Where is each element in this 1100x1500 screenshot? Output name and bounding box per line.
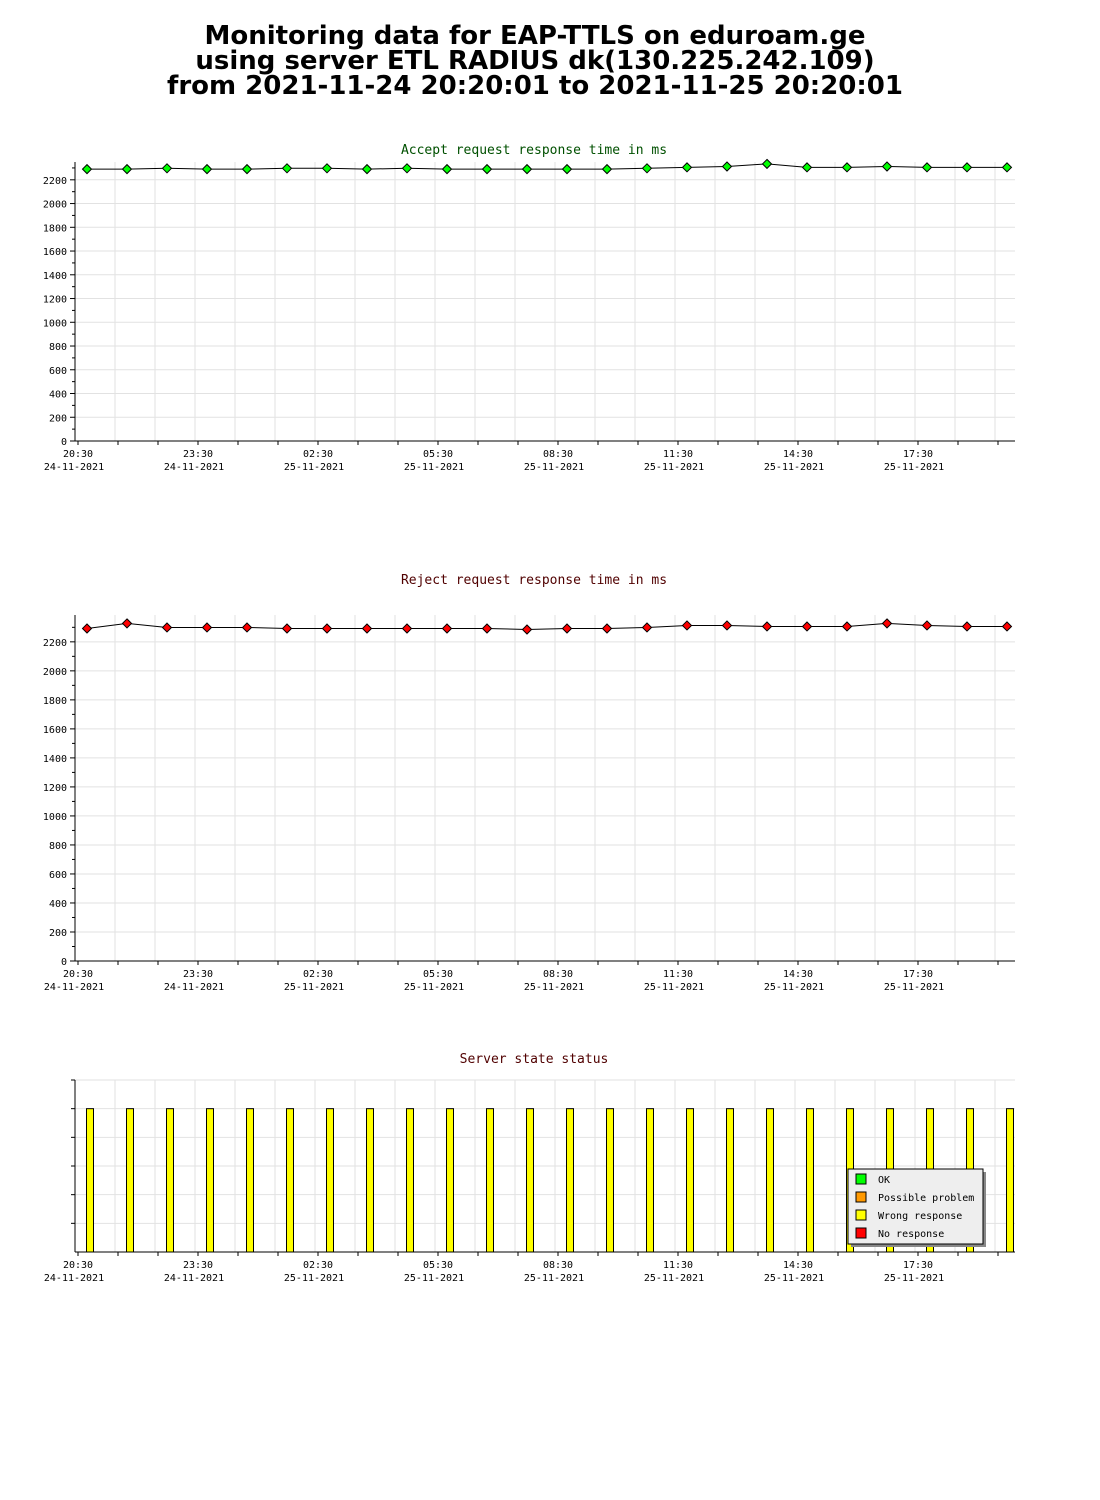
- y-tick-label: 1000: [42, 318, 67, 330]
- x-tick-label-date: 25-11-2021: [643, 982, 705, 993]
- x-tick-label-date: 25-11-2021: [523, 982, 585, 993]
- x-tick-label-date: 25-11-2021: [403, 1273, 465, 1284]
- y-tick-label: 1200: [42, 782, 67, 794]
- status-bar: [607, 1109, 614, 1252]
- legend-swatch: [856, 1210, 866, 1220]
- y-tick-label: 200: [48, 927, 67, 939]
- x-tick-label-time: 14:30: [782, 1260, 814, 1271]
- status-bar: [807, 1109, 814, 1252]
- status-bar: [567, 1109, 574, 1252]
- x-tick-label-date: 25-11-2021: [403, 982, 465, 993]
- y-tick-label: 0: [60, 437, 67, 448]
- legend-label: Wrong response: [878, 1211, 963, 1222]
- x-tick-label-date: 24-11-2021: [163, 1273, 225, 1284]
- x-tick-label-time: 20:30: [62, 1260, 94, 1271]
- y-tick-label: 1800: [42, 695, 67, 707]
- x-tick-label-date: 25-11-2021: [283, 982, 345, 993]
- x-tick-label-time: 05:30: [422, 449, 454, 460]
- x-tick-label-time: 20:30: [62, 449, 94, 460]
- y-tick-label: 0: [60, 957, 67, 968]
- y-tick-label: 1600: [42, 247, 67, 259]
- x-tick-label-date: 25-11-2021: [763, 982, 825, 993]
- status-bar: [1007, 1109, 1014, 1252]
- status-bar: [407, 1109, 414, 1252]
- y-tick-label: 400: [48, 389, 67, 401]
- x-tick-label-date: 25-11-2021: [763, 1273, 825, 1284]
- y-tick-label: 1400: [42, 753, 67, 765]
- x-tick-label-time: 08:30: [542, 969, 574, 980]
- x-tick-label-time: 23:30: [182, 969, 214, 980]
- header-line-1: Monitoring data for EAP-TTLS on eduroam.ge: [204, 21, 866, 51]
- x-tick-label-time: 02:30: [302, 969, 334, 980]
- x-tick-label-date: 24-11-2021: [43, 462, 105, 473]
- x-tick-label-date: 24-11-2021: [163, 462, 225, 473]
- legend-swatch: [856, 1228, 866, 1238]
- x-tick-label-time: 14:30: [782, 969, 814, 980]
- x-tick-label-date: 25-11-2021: [643, 1273, 705, 1284]
- x-tick-label-time: 17:30: [902, 969, 934, 980]
- y-tick-label: 400: [48, 898, 67, 910]
- header-line-2: using server ETL RADIUS dk(130.225.242.109): [195, 46, 875, 76]
- y-tick-label: 1400: [42, 270, 67, 282]
- legend-swatch: [856, 1174, 866, 1184]
- status-bar: [127, 1109, 134, 1252]
- y-tick-label: 2000: [42, 199, 67, 211]
- y-tick-label: 800: [48, 342, 67, 354]
- status-bar: [247, 1109, 254, 1252]
- x-tick-label-time: 08:30: [542, 1260, 574, 1271]
- y-tick-label: 200: [48, 413, 67, 425]
- legend-label: No response: [878, 1229, 945, 1240]
- y-tick-label: 2000: [42, 666, 67, 678]
- status-bar: [327, 1109, 334, 1252]
- x-tick-label-time: 23:30: [182, 449, 214, 460]
- x-tick-label-time: 17:30: [902, 1260, 934, 1271]
- x-tick-label-time: 20:30: [62, 969, 94, 980]
- legend-label: OK: [878, 1175, 891, 1186]
- x-tick-label-date: 25-11-2021: [403, 462, 465, 473]
- status-bar: [447, 1109, 454, 1252]
- status-bar: [87, 1109, 94, 1252]
- chart-title: Reject request response time in ms: [400, 573, 668, 588]
- x-tick-label-date: 25-11-2021: [883, 982, 945, 993]
- chart-title: Server state status: [459, 1052, 609, 1067]
- x-tick-label-time: 05:30: [422, 1260, 454, 1271]
- status-bar: [207, 1109, 214, 1252]
- x-tick-label-date: 25-11-2021: [883, 462, 945, 473]
- x-tick-label-date: 24-11-2021: [43, 982, 105, 993]
- status-bar: [767, 1109, 774, 1252]
- x-tick-label-date: 25-11-2021: [523, 462, 585, 473]
- x-tick-label-date: 25-11-2021: [763, 462, 825, 473]
- x-tick-label-time: 02:30: [302, 1260, 334, 1271]
- status-bar: [647, 1109, 654, 1252]
- x-tick-label-date: 25-11-2021: [883, 1273, 945, 1284]
- x-tick-label-time: 02:30: [302, 449, 334, 460]
- header-line-3: from 2021-11-24 20:20:01 to 2021-11-25 20:20:01: [167, 71, 903, 101]
- x-tick-label-time: 11:30: [662, 1260, 694, 1271]
- x-tick-label-time: 23:30: [182, 1260, 214, 1271]
- x-tick-label-date: 25-11-2021: [283, 1273, 345, 1284]
- status-bar: [727, 1109, 734, 1252]
- x-tick-label-date: 25-11-2021: [283, 462, 345, 473]
- x-tick-label-date: 24-11-2021: [43, 1273, 105, 1284]
- y-tick-label: 1600: [42, 724, 67, 736]
- status-bar: [487, 1109, 494, 1252]
- y-tick-label: 2200: [42, 175, 67, 187]
- x-tick-label-time: 05:30: [422, 969, 454, 980]
- x-tick-label-date: 24-11-2021: [163, 982, 225, 993]
- status-bar: [367, 1109, 374, 1252]
- status-bar: [287, 1109, 294, 1252]
- y-tick-label: 600: [48, 365, 67, 377]
- status-bar: [687, 1109, 694, 1252]
- legend-label: Possible problem: [878, 1193, 975, 1204]
- x-tick-label-date: 25-11-2021: [523, 1273, 585, 1284]
- x-tick-label-time: 14:30: [782, 449, 814, 460]
- x-tick-label-time: 17:30: [902, 449, 934, 460]
- y-tick-label: 1000: [42, 811, 67, 823]
- y-tick-label: 600: [48, 869, 67, 881]
- legend-swatch: [856, 1192, 866, 1202]
- y-tick-label: 800: [48, 840, 67, 852]
- x-tick-label-date: 25-11-2021: [643, 462, 705, 473]
- x-tick-label-time: 11:30: [662, 969, 694, 980]
- status-bar: [527, 1109, 534, 1252]
- y-tick-label: 1200: [42, 294, 67, 306]
- chart-title: Accept request response time in ms: [400, 143, 668, 158]
- y-tick-label: 2200: [42, 637, 67, 649]
- status-bar: [167, 1109, 174, 1252]
- x-tick-label-time: 08:30: [542, 449, 574, 460]
- y-tick-label: 1800: [42, 223, 67, 235]
- x-tick-label-time: 11:30: [662, 449, 694, 460]
